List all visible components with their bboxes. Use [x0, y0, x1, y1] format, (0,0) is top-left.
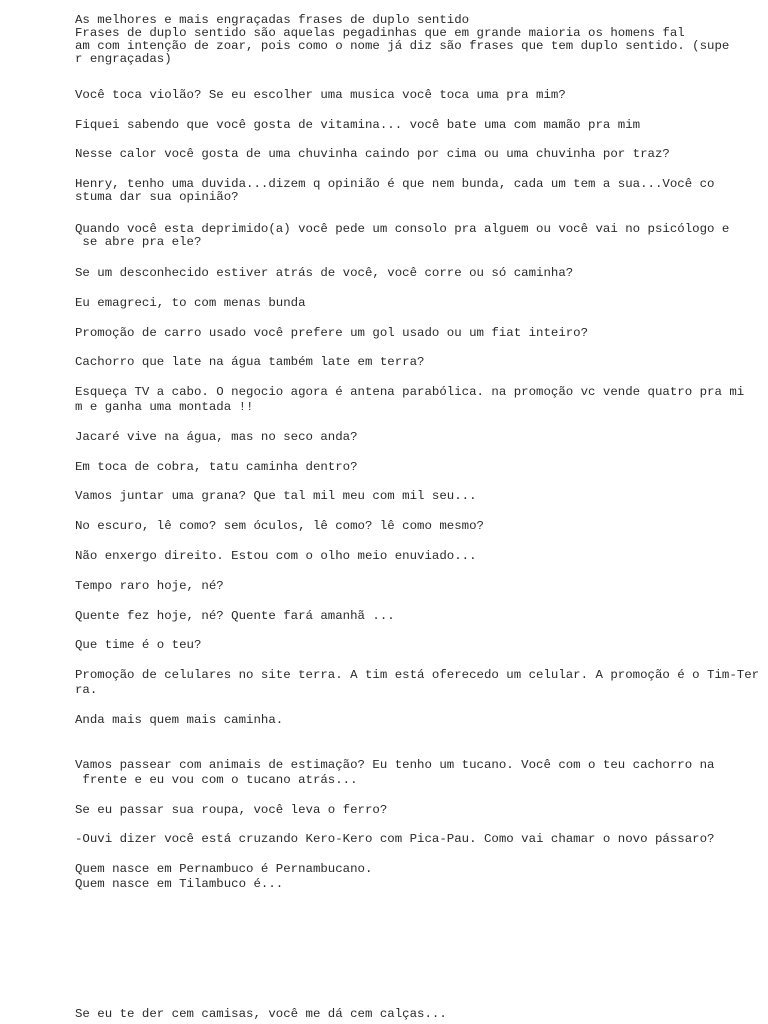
phrase-19-line-2: ra. — [75, 683, 98, 697]
phrase-17: Quente fez hoje, né? Quente fará amanhã ... — [75, 609, 395, 623]
phrase-8: Promoção de carro usado você prefere um gol usado ou um fiat inteiro? — [75, 326, 589, 340]
phrase-1: Você toca violão? Se eu escolher uma musica você toca uma pra mim? — [75, 88, 566, 102]
phrase-25: Se eu te der cem camisas, você me dá cem calças... — [75, 1007, 447, 1021]
phrase-4-line-2: stuma dar sua opinião? — [75, 190, 239, 204]
phrase-14: No escuro, lê como? sem óculos, lê como? lê como mesmo? — [75, 519, 484, 533]
phrase-10-line-2: m e ganha uma montada !! — [75, 400, 254, 414]
phrase-3: Nesse calor você gosta de uma chuvinha caindo por cima ou uma chuvinha por traz? — [75, 147, 670, 161]
phrase-7: Eu emagreci, to com menas bunda — [75, 296, 306, 310]
phrase-23: -Ouvi dizer você está cruzando Kero-Kero com Pica-Pau. Como vai chamar o novo pássaro? — [75, 832, 715, 846]
phrase-16: Tempo raro hoje, né? — [75, 579, 224, 593]
phrase-19-line-1: Promoção de celulares no site terra. A tim está oferecedo um celular. A promoção é o Tim-Ter — [75, 668, 760, 682]
phrase-9: Cachorro que late na água também late em terra? — [75, 355, 425, 369]
intro-line-1: Frases de duplo sentido são aquelas pegadinhas que em grande maioria os homens fal — [75, 26, 685, 40]
phrase-20: Anda mais quem mais caminha. — [75, 713, 284, 727]
phrase-2: Fiquei sabendo que você gosta de vitamina... você bate uma com mamão pra mim — [75, 118, 641, 132]
intro-line-3: r engraçadas) — [75, 52, 172, 66]
phrase-18: Que time é o teu? — [75, 638, 202, 652]
phrase-11: Jacaré vive na água, mas no seco anda? — [75, 430, 358, 444]
phrase-5-line-1: Quando você esta deprimido(a) você pede um consolo pra alguem ou você vai no psicólogo e — [75, 222, 730, 236]
intro-line-2: am com intenção de zoar, pois como o nome já diz são frases que tem duplo sentido. (supe — [75, 39, 730, 53]
phrase-13: Vamos juntar uma grana? Que tal mil meu com mil seu... — [75, 489, 477, 503]
phrase-10-line-1: Esqueça TV a cabo. O negocio agora é antena parabólica. na promoção vc vende quatro pra mi — [75, 385, 745, 399]
document-title: As melhores e mais engraçadas frases de duplo sentido — [75, 13, 470, 27]
phrase-12: Em toca de cobra, tatu caminha dentro? — [75, 460, 358, 474]
phrase-15: Não enxergo direito. Estou com o olho meio enuviado... — [75, 549, 477, 563]
phrase-21-line-2: frente e eu vou com o tucano atrás... — [75, 773, 358, 787]
phrase-6: Se um desconhecido estiver atrás de você, você corre ou só caminha? — [75, 266, 574, 280]
phrase-4-line-1: Henry, tenho uma duvida...dizem q opinião é que nem bunda, cada um tem a sua...Você co — [75, 177, 715, 191]
phrase-5-line-2: se abre pra ele? — [75, 235, 202, 249]
phrase-24-line-2: Quem nasce em Tilambuco é... — [75, 877, 284, 891]
phrase-24-line-1: Quem nasce em Pernambuco é Pernambucano. — [75, 862, 373, 876]
phrase-21-line-1: Vamos passear com animais de estimação? Eu tenho um tucano. Você com o teu cachorro na — [75, 758, 715, 772]
phrase-22: Se eu passar sua roupa, você leva o ferro? — [75, 803, 388, 817]
